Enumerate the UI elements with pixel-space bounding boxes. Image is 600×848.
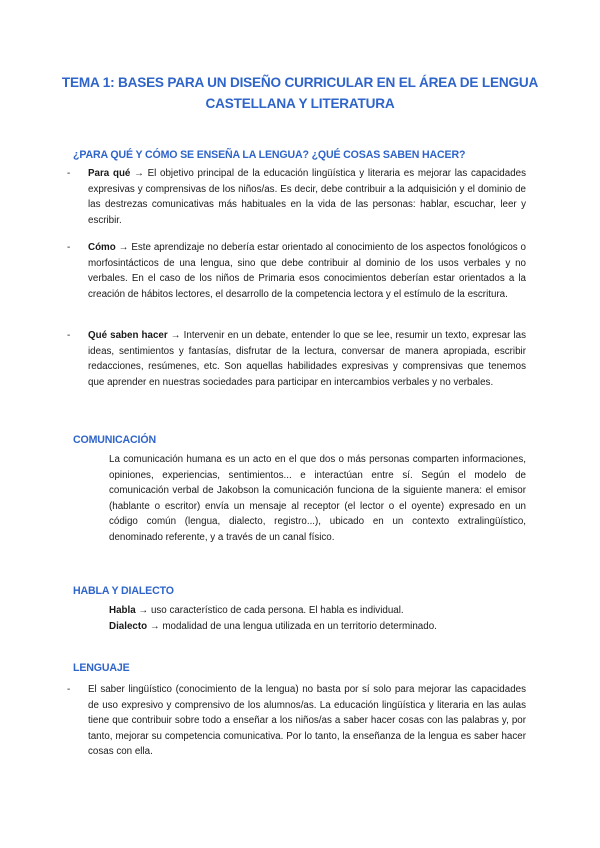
term-label: Dialecto xyxy=(109,621,148,632)
arrow-glyph: → xyxy=(135,605,151,616)
term-label: Cómo xyxy=(88,242,116,253)
list-dash: - xyxy=(67,168,71,179)
section-heading-para-que: ¿PARA QUÉ Y CÓMO SE ENSEÑA LA LENGUA? ¿QUÉ COSAS SABEN HACER? xyxy=(73,149,466,161)
list-dash: - xyxy=(67,330,71,341)
definition-dialecto xyxy=(109,619,539,635)
section-heading-comunicacion: COMUNICACIÓN xyxy=(73,434,156,446)
arrow-glyph: → xyxy=(167,330,184,341)
list-item-body: El saber lingüístico (conocimiento de la lengua) no basta por sí solo para mejorar las capacidades de uso expresivo y comprensivo de los alumnos/as. La educación lingüística y literaria en las aulas tiene que contribuir sobre todo a enseñar a los niños/as a saber hacer cosas con las palabras y, por tanto, mejorar su competencia comunicativa. Por lo tanto, la enseñanza de la lengua es saber hacer cosas con ella. xyxy=(88,684,526,758)
arrow-glyph: → xyxy=(115,242,132,253)
list-item-text xyxy=(88,328,526,390)
list-item-text xyxy=(88,240,526,302)
list-dash: - xyxy=(67,684,71,695)
term-label: Para qué xyxy=(88,168,131,179)
list-item-como xyxy=(67,240,526,302)
definition-text: uso característico de cada persona. El habla es individual. xyxy=(150,605,404,616)
item-body: Este aprendizaje no debería estar orientado al conocimiento de los aspectos fonológicos o morfosintácticos de una lengua, sino que debe contribuir al dominio de los usos verbales y no verbales. En el caso de los niños de Primaria esos conocimientos deberían estar orientados a la creación de hábitos lectores, el desarrollo de la competencia lectora y el estímulo de la escritura. xyxy=(88,242,526,300)
list-item-que-saben-hacer xyxy=(67,328,526,390)
comunicacion-paragraph: La comunicación humana es un acto en el que dos o más personas comparten informaciones, opiniones, experiencias, sentimientos... e interactúan entre sí. Según el modelo de comunicación verbal de Jakobson la comunicación funciona de la siguiente manera: el emisor (hablante o escritor) envía un mensaje al receptor (el lector o el oyente) expresado en un código común (lengua, dialecto, registro...), ubicado en un contexto extralingüístico, denominado referente, y a través de un canal físico. xyxy=(109,454,526,543)
section-heading-lenguaje: LENGUAJE xyxy=(73,662,130,674)
definition-text: modalidad de una lengua utilizada en un territorio determinado. xyxy=(162,621,437,632)
term-label: Habla xyxy=(109,605,136,616)
term-label: Qué saben hacer xyxy=(88,330,168,341)
item-body: El objetivo principal de la educación lingüística y literaria es mejorar las capacidades expresivas y comprensivas de los niños/as. Es decir, debe contribuir a la adquisición y el dominio de las destrezas comunicativas más habituales en la vida de las personas: hablar, escuchar, leer y escribir. xyxy=(88,168,526,226)
list-item-saber-linguistico xyxy=(67,682,526,760)
arrow-glyph: → xyxy=(147,621,163,632)
section-heading-habla-dialecto: HABLA Y DIALECTO xyxy=(73,585,174,597)
definition-habla xyxy=(109,603,539,619)
item-body: Intervenir en un debate, entender lo que se lee, resumir un texto, expresar las ideas, sentimientos y fantasías, disfrutar de la lectura, conversar de manera apropiada, escribir redacciones, resúmenes, etc. Son aquellas habilidades expresivas y comprensivas que tenemos que aprender en nuestras sociedades para participar en intercambios verbales y no verbales. xyxy=(88,330,526,388)
arrow-glyph: → xyxy=(130,168,148,179)
list-dash: - xyxy=(67,242,71,253)
list-item-text xyxy=(88,166,526,228)
list-item-para-que xyxy=(67,166,526,228)
page-title: TEMA 1: BASES PARA UN DISEÑO CURRICULAR EN EL ÁREA DE LENGUA CASTELLANA Y LITERATURA xyxy=(61,75,539,111)
